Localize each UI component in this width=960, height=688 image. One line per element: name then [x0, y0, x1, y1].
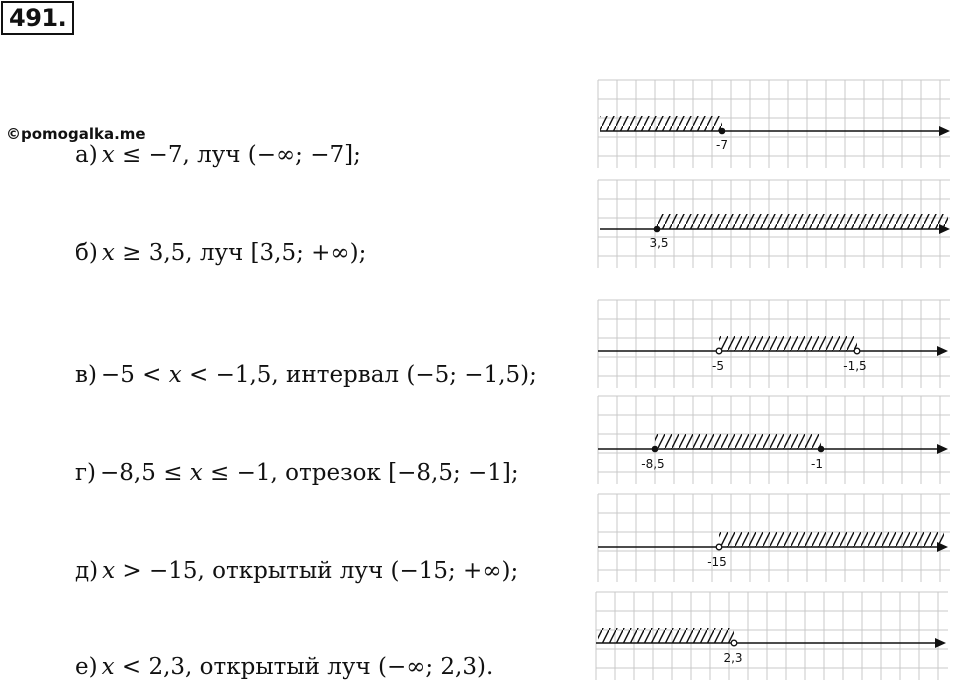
axis-arrow [935, 638, 946, 648]
axis-arrow [937, 346, 948, 356]
point-label-right: -1,5 [843, 359, 867, 373]
axis-arrow [939, 126, 950, 136]
number-line-a [598, 80, 950, 168]
answer-expression: 𝑥 < 2,3, открытый луч (−∞; 2,3). [101, 654, 494, 680]
closed-point [654, 226, 660, 232]
point-label-left: -5 [712, 359, 724, 373]
open-point [731, 640, 737, 646]
number-line-v [598, 300, 950, 388]
watermark: ©pomogalka.me [6, 125, 146, 143]
point-label-left: -8,5 [641, 457, 665, 471]
answer-expression: −5 < 𝑥 < −1,5, интервал (−5; −1,5); [100, 362, 537, 388]
number-line-d [598, 494, 950, 582]
answer-prefix: г) [75, 460, 97, 486]
closed-point [652, 446, 658, 452]
open-point [716, 544, 722, 550]
open-point [854, 348, 860, 354]
point-label-right: -1 [811, 457, 823, 471]
number-line-b [598, 180, 950, 268]
point-label: -7 [716, 138, 728, 152]
hatch-region [657, 214, 948, 229]
answer-expression: −8,5 ≤ 𝑥 ≤ −1, отрезок [−8,5; −1]; [100, 460, 519, 486]
problem-number: 491. [1, 1, 74, 35]
answer-expression: 𝑥 ≤ −7, луч (−∞; −7]; [101, 142, 361, 168]
hatch-region [600, 116, 722, 131]
answer-prefix: д) [75, 558, 99, 584]
point-label: 2,3 [723, 651, 743, 665]
number-line-e [596, 592, 948, 680]
closed-point [818, 446, 824, 452]
hatch-region [598, 628, 734, 643]
closed-point [719, 128, 725, 134]
answer-prefix: е) [75, 654, 98, 680]
answer-expression: 𝑥 > −15, открытый луч (−15; +∞); [102, 558, 519, 584]
hatch-region [719, 532, 944, 547]
answer-prefix: а) [75, 142, 98, 168]
open-point [716, 348, 722, 354]
number-line-g [598, 396, 950, 484]
answer-prefix: б) [75, 240, 98, 266]
hatch-region [655, 434, 821, 449]
point-label: 3,5 [649, 236, 669, 250]
hatch-region [719, 336, 857, 351]
point-label: -15 [707, 555, 727, 569]
answer-expression: 𝑥 ≥ 3,5, луч [3,5; +∞); [101, 240, 367, 266]
answer-prefix: в) [75, 362, 97, 388]
